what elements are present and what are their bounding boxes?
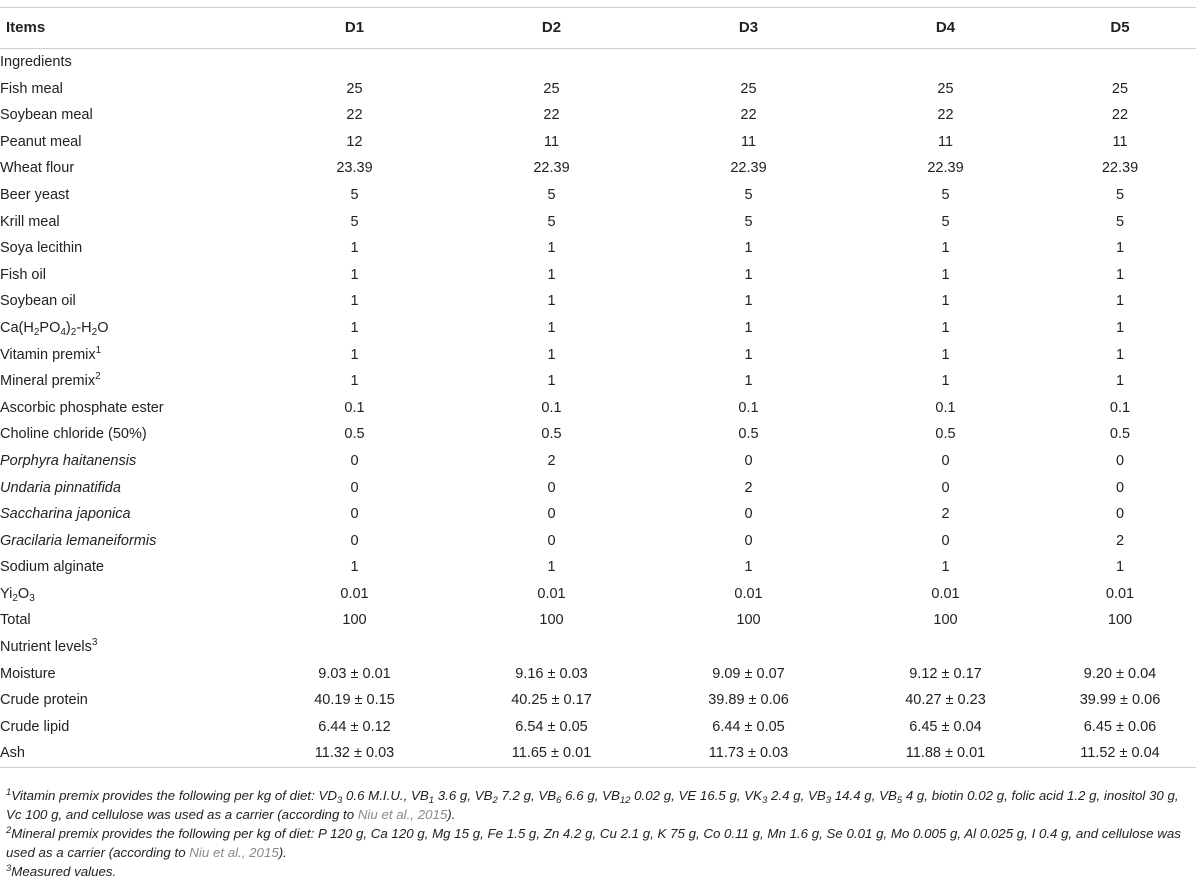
value-cell: 1 [350, 373, 359, 390]
label-text: Moisture [0, 665, 56, 682]
label-text: Soybean oil [0, 293, 76, 310]
row-label [0, 155, 256, 182]
value-cell: 39.89 ± 0.06 [708, 692, 789, 709]
value-cell: 0.1 [1109, 399, 1131, 416]
table-row [0, 102, 1196, 129]
value-cell: 1 [547, 346, 556, 363]
value-cell: 1 [350, 319, 359, 336]
row-label [0, 235, 256, 262]
value-cell: 1 [547, 240, 556, 257]
footnote-1-tail: ). [447, 807, 456, 822]
value-cell: 22 [937, 107, 954, 124]
value-cell: 1 [1115, 373, 1125, 390]
footnote-1-text: 14.4 g, VB [831, 788, 897, 803]
footnote-2-tail: ). [278, 845, 287, 860]
value-cell: 40.27 ± 0.23 [905, 692, 986, 709]
label-text: Ascorbic phosphate ester [0, 399, 164, 416]
table-row [0, 342, 1196, 369]
value-cell: 2 [744, 479, 753, 496]
value-cell: 6.45 ± 0.04 [909, 718, 982, 735]
row-label [0, 475, 256, 502]
label-text: Total [0, 612, 31, 629]
header-d4: D4 [847, 8, 1044, 49]
value-cell: 5 [350, 186, 359, 203]
value-cell: 12 [346, 133, 363, 150]
value-cell: 1 [941, 293, 950, 310]
footnote-3 [6, 862, 1194, 881]
row-label [0, 288, 256, 315]
value-cell: 5 [1115, 213, 1125, 230]
value-cell: 9.03 ± 0.01 [318, 665, 391, 682]
subscript: 2 [70, 326, 77, 338]
table-row [0, 368, 1196, 395]
value-cell: 11.73 ± 0.03 [650, 740, 847, 767]
header-d3: D3 [650, 8, 847, 49]
footnote-2 [6, 824, 1194, 862]
header-d5: D5 [1044, 8, 1196, 49]
value-cell: 0 [744, 506, 753, 523]
row-label [0, 687, 256, 714]
label-text: Crude protein [0, 692, 88, 709]
label-part: O [97, 319, 109, 336]
row-label [0, 209, 256, 236]
label-part: Yi [0, 585, 13, 602]
value-cell: 0.1 [935, 399, 956, 416]
value-cell: 0 [744, 452, 753, 469]
label-text: Soya lecithin [0, 240, 83, 257]
table-body [0, 49, 1196, 768]
row-label [0, 661, 256, 688]
subscript: 2 [12, 592, 18, 604]
footnote-1-marker: 1 [6, 787, 12, 798]
table-row [0, 209, 1196, 236]
label-text: Fish oil [0, 266, 46, 283]
value-cell: 22.39 [1101, 160, 1139, 177]
value-cell: 39.99 ± 0.06 [1079, 692, 1161, 709]
table-row [0, 740, 1196, 767]
value-cell: 1 [350, 559, 359, 576]
label-text: Choline chloride (50%) [0, 426, 147, 443]
value-cell: 5 [941, 213, 950, 230]
label-part: Ca(H [0, 319, 34, 336]
table-row [0, 475, 1196, 502]
value-cell: 1 [547, 559, 556, 576]
value-cell: 1 [941, 373, 950, 390]
value-cell: 5 [744, 213, 753, 230]
value-cell: 5 [547, 186, 556, 203]
value-cell: 0 [1115, 479, 1125, 496]
value-cell: 1 [1115, 346, 1125, 363]
value-cell: 11 [543, 133, 560, 150]
footnote-marker: 2 [95, 371, 101, 383]
value-cell: 11.65 ± 0.01 [453, 740, 650, 767]
footnote-1-text: 0.02 g, VE 16.5 g, VK [630, 788, 763, 803]
row-label [0, 554, 256, 581]
value-cell: 11 [1112, 133, 1128, 150]
value-cell: 0.5 [1109, 426, 1131, 443]
value-cell: 1 [350, 346, 359, 363]
label-text: Krill meal [0, 213, 60, 230]
value-cell: 0.1 [541, 399, 562, 416]
value-cell: 0 [941, 532, 950, 549]
diet-composition-table [0, 7, 1196, 768]
value-cell: 11.32 ± 0.03 [256, 740, 453, 767]
row-label [0, 740, 256, 767]
label-text: Porphyra haitanensis [0, 452, 137, 469]
subscript: 1 [428, 795, 435, 806]
value-cell: 9.20 ± 0.04 [1083, 665, 1157, 682]
value-cell: 0 [744, 532, 753, 549]
section-label-nutrient-levels [0, 634, 1196, 661]
value-cell: 9.16 ± 0.03 [515, 665, 588, 682]
header-d2: D2 [453, 8, 650, 49]
value-cell: 22 [543, 107, 560, 124]
label-text: Undaria pinnatifida [0, 479, 121, 496]
label-part: PO [39, 319, 61, 336]
subscript: 3 [762, 795, 768, 806]
footnote-3-marker: 3 [6, 863, 12, 874]
footnote-2-marker: 2 [6, 825, 12, 836]
subscript: 6 [556, 795, 562, 806]
row-label [0, 129, 256, 156]
value-cell: 0 [350, 532, 359, 549]
value-cell: 1 [1115, 559, 1125, 576]
label-text: Gracilaria lemaneiformis [0, 532, 157, 549]
value-cell: 0.01 [931, 585, 960, 602]
value-cell: 0.5 [541, 426, 562, 443]
value-cell: 0.5 [738, 426, 759, 443]
row-label [0, 368, 256, 395]
header-row [0, 8, 1196, 49]
value-cell: 11 [937, 133, 954, 150]
value-cell: 0.01 [537, 585, 566, 602]
table-row [0, 262, 1196, 289]
value-cell: 1 [744, 346, 753, 363]
value-cell: 2 [941, 506, 950, 523]
value-cell: 0 [547, 479, 556, 496]
value-cell: 22 [346, 107, 363, 124]
row-label [0, 315, 256, 342]
table-row [0, 501, 1196, 528]
label-text: Fish meal [0, 80, 63, 97]
value-cell: 1 [547, 373, 556, 390]
footnote-marker: 3 [91, 637, 98, 649]
value-cell: 1 [941, 559, 950, 576]
value-cell: 40.25 ± 0.17 [511, 692, 592, 709]
row-label [0, 102, 256, 129]
value-cell: 0.1 [344, 399, 365, 416]
table-row [0, 714, 1196, 741]
footnote-1-text: 3.6 g, VB [434, 788, 493, 803]
value-cell: 100 [539, 612, 564, 629]
value-cell: 1 [744, 293, 753, 310]
table-row [0, 76, 1196, 103]
table-row [0, 395, 1196, 422]
value-cell: 0 [941, 479, 950, 496]
value-cell: 0 [1115, 506, 1125, 523]
row-label [0, 501, 256, 528]
section-row-ingredients [0, 49, 1196, 76]
value-cell: 100 [933, 612, 958, 629]
value-cell: 11.88 ± 0.01 [847, 740, 1044, 767]
value-cell: 22 [740, 107, 757, 124]
value-cell: 25 [937, 80, 954, 97]
value-cell: 1 [547, 293, 556, 310]
value-cell: 1 [744, 373, 753, 390]
value-cell: 2 [547, 452, 556, 469]
value-cell: 1 [941, 266, 950, 283]
row-label [0, 607, 256, 634]
row-label [0, 342, 256, 369]
table-row [0, 235, 1196, 262]
header-items: Items [0, 8, 256, 49]
value-cell: 22.39 [730, 160, 767, 177]
value-cell: 25 [543, 80, 560, 97]
value-cell: 0 [547, 532, 556, 549]
row-label [0, 421, 256, 448]
value-cell: 5 [350, 213, 359, 230]
section-label-ingredients: Ingredients [0, 54, 72, 70]
value-cell: 40.19 ± 0.15 [314, 692, 395, 709]
table-row [0, 661, 1196, 688]
row-label [0, 395, 256, 422]
value-cell: 0.5 [344, 426, 365, 443]
subscript: 3 [825, 795, 832, 806]
footnote-1-text: Vitamin premix provides the following per kg of diet: VD [11, 788, 337, 803]
label-part: ) [65, 319, 71, 336]
label-text: Soybean meal [0, 107, 93, 124]
value-cell: 23.39 [336, 160, 373, 177]
header-d1: D1 [256, 8, 453, 49]
label-text: Mineral premix [0, 373, 96, 390]
subscript: 2 [33, 326, 40, 338]
row-label [0, 448, 256, 475]
section-row-nutrient-levels [0, 634, 1196, 661]
label-text: Peanut meal [0, 133, 82, 150]
value-cell: 6.44 ± 0.12 [318, 718, 391, 735]
table-row [0, 581, 1196, 608]
footnote-1-text: 2.4 g, VB [767, 788, 826, 803]
value-cell: 2 [1115, 532, 1125, 549]
value-cell: 0.1 [738, 399, 759, 416]
label-text: Crude lipid [0, 718, 70, 735]
footnote-2-text: Mineral premix provides the following per kg of diet: P 120 g, Ca 120 g, Mg 15 g, Fe 1.5 g, Zn 4.2 g, Cu 2.1 g, K 75 g, Co 0.11 g, Mn 1.6 g, Se 0.01 g, Mo 0.005 g, Al 0.025 g, I 0.4 g, and cellulose was used as a carrier (according to [6, 826, 1181, 860]
value-cell: 25 [346, 80, 363, 97]
value-cell: 1 [941, 346, 950, 363]
label-text: Wheat flour [0, 160, 75, 177]
value-cell: 0 [350, 452, 359, 469]
value-cell: 100 [1107, 612, 1133, 629]
value-cell: 5 [547, 213, 556, 230]
label-part: -H [76, 319, 92, 336]
value-cell: 6.44 ± 0.05 [712, 718, 785, 735]
value-cell: 5 [1115, 186, 1125, 203]
citation-link[interactable]: Niu et al., 2015 [189, 845, 279, 860]
footnote-1-text: 0.6 M.I.U., VB [342, 788, 429, 803]
value-cell: 9.09 ± 0.07 [712, 665, 785, 682]
row-label [0, 714, 256, 741]
subscript: 3 [336, 795, 343, 806]
table-row [0, 607, 1196, 634]
nutrient-levels-text: Nutrient levels [0, 639, 92, 656]
subscript: 12 [619, 795, 631, 806]
value-cell: 9.12 ± 0.17 [909, 665, 982, 682]
value-cell: 0.01 [340, 585, 369, 602]
value-cell: 22.39 [927, 160, 964, 177]
value-cell: 6.45 ± 0.06 [1083, 718, 1157, 735]
value-cell: 0.5 [935, 426, 956, 443]
value-cell: 1 [941, 319, 950, 336]
table-row [0, 528, 1196, 555]
table-row [0, 129, 1196, 156]
value-cell: 5 [744, 186, 753, 203]
value-cell: 0 [547, 506, 556, 523]
subscript: 5 [896, 795, 903, 806]
value-cell: 1 [547, 319, 556, 336]
citation-link[interactable]: Niu et al., 2015 [357, 807, 448, 822]
value-cell: 1 [744, 266, 753, 283]
value-cell: 11.52 ± 0.04 [1044, 740, 1196, 767]
table-row [0, 182, 1196, 209]
label-text: Sodium alginate [0, 559, 104, 576]
row-label [0, 581, 256, 608]
row-label [0, 262, 256, 289]
footnotes [6, 786, 1194, 881]
value-cell: 25 [1111, 80, 1129, 97]
value-cell: 1 [1115, 240, 1125, 257]
label-text: Beer yeast [0, 186, 70, 203]
value-cell: 25 [740, 80, 757, 97]
row-label [0, 182, 256, 209]
subscript: 2 [492, 795, 498, 806]
value-cell: 0 [350, 479, 359, 496]
table-row [0, 421, 1196, 448]
label-text: Vitamin premix [0, 346, 96, 363]
footnote-marker: 1 [95, 344, 102, 356]
value-cell: 1 [547, 266, 556, 283]
value-cell: 22.39 [533, 160, 570, 177]
footnote-1-text: 7.2 g, VB [497, 788, 557, 803]
value-cell: 1 [744, 559, 753, 576]
value-cell: 100 [342, 612, 367, 629]
value-cell: 1 [1115, 266, 1125, 283]
value-cell: 100 [736, 612, 761, 629]
table-row [0, 687, 1196, 714]
value-cell: 1 [1115, 293, 1125, 310]
value-cell: 0.01 [1105, 585, 1135, 602]
table-row [0, 448, 1196, 475]
value-cell: 0.01 [734, 585, 763, 602]
label-text: Ash [0, 745, 25, 762]
value-cell: 0 [1115, 452, 1125, 469]
value-cell: 0 [941, 452, 950, 469]
value-cell: 5 [941, 186, 950, 203]
value-cell: 11 [740, 133, 757, 150]
value-cell: 1 [350, 240, 359, 257]
table-row [0, 288, 1196, 315]
footnote-1-text: 6.6 g, VB [561, 788, 620, 803]
label-part: O [17, 585, 30, 602]
value-cell: 1 [941, 240, 950, 257]
footnote-3-text: Measured values. [11, 864, 117, 879]
table-row [0, 554, 1196, 581]
subscript: 3 [29, 592, 35, 604]
footnote-1-text: 4 g, biotin 0.02 g, folic acid 1.2 g, inositol 30 g, Vc 100 g, and cellulose was used as a carrier (according to [6, 788, 1179, 822]
table-row [0, 315, 1196, 342]
value-cell: 1 [350, 266, 359, 283]
label-text: Saccharina japonica [0, 506, 131, 523]
row-label [0, 528, 256, 555]
value-cell: 22 [1111, 107, 1129, 124]
value-cell: 1 [1115, 319, 1125, 336]
value-cell: 1 [350, 293, 359, 310]
table-row [0, 155, 1196, 182]
value-cell: 1 [744, 319, 753, 336]
footnote-1 [6, 786, 1194, 824]
subscript: 4 [60, 326, 66, 338]
value-cell: 1 [744, 240, 753, 257]
subscript: 2 [91, 326, 98, 338]
value-cell: 6.54 ± 0.05 [515, 718, 588, 735]
value-cell: 0 [350, 506, 359, 523]
row-label [0, 76, 256, 103]
